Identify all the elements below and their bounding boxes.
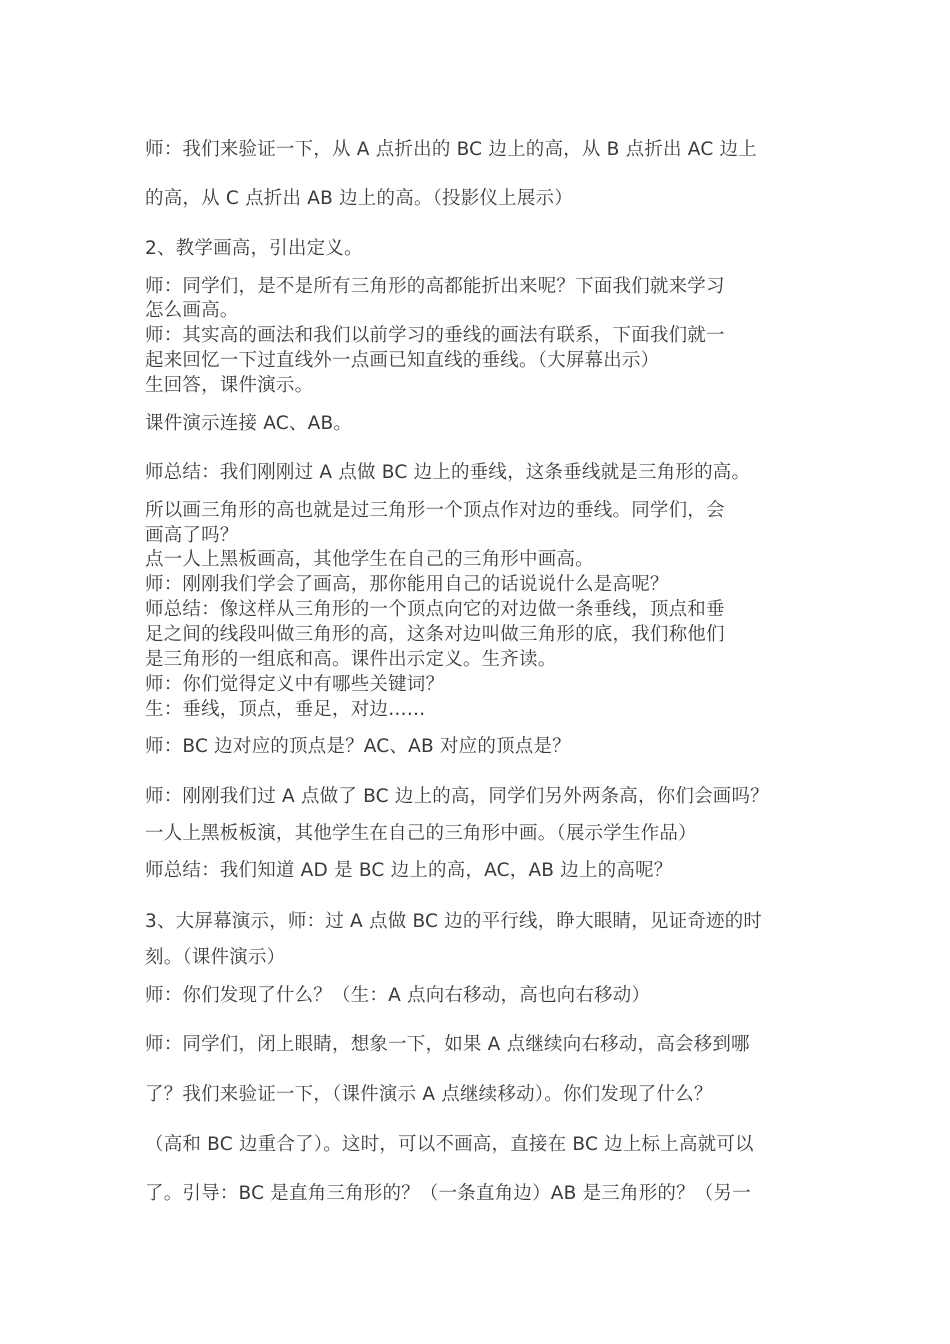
text-line-27: 师：同学们，闭上眼睛，想象一下，如果 A 点继续向右移动，高会移到哪	[145, 1034, 750, 1055]
text-line-2: 的高，从 C 点折出 AB 边上的高。（投影仪上展示）	[145, 188, 573, 209]
text-line-17: 是三角形的一组底和高。课件出示定义。生齐读。	[145, 649, 557, 670]
text-line-20: 师：BC 边对应的顶点是？AC、AB 对应的顶点是？	[145, 736, 571, 757]
text-line-26: 师：你们发现了什么？（生：A 点向右移动，高也向右移动）	[145, 985, 651, 1006]
text-line-3: 2、教学画高，引出定义。	[145, 238, 363, 259]
text-line-21: 师：刚刚我们过 A 点做了 BC 边上的高，同学们另外两条高，你们会画吗？	[145, 786, 769, 807]
text-line-19: 生：垂线，顶点，垂足，对边……	[145, 699, 426, 720]
text-line-18: 师：你们觉得定义中有哪些关键词？	[145, 674, 445, 695]
text-line-11: 所以画三角形的高也就是过三角形一个顶点作对边的垂线。同学们，会	[145, 500, 725, 521]
text-line-5: 怎么画高。	[145, 300, 239, 321]
text-line-10: 师总结：我们刚刚过 A 点做 BC 边上的垂线，这条垂线就是三角形的高。	[145, 462, 751, 483]
text-line-13: 点一人上黑板画高，其他学生在自己的三角形中画高。	[145, 549, 594, 570]
text-line-9: 课件演示连接 AC、AB。	[145, 413, 353, 434]
text-line-24: 3、大屏幕演示，师：过 A 点做 BC 边的平行线，睁大眼睛，见证奇迹的时	[145, 911, 763, 932]
text-line-15: 师总结：像这样从三角形的一个顶点向它的对边做一条垂线，顶点和垂	[145, 599, 725, 620]
text-line-6: 师：其实高的画法和我们以前学习的垂线的画法有联系，下面我们就一	[145, 325, 725, 346]
text-line-12: 画高了吗？	[145, 525, 239, 546]
text-line-29: （高和 BC 边重合了）。这时，可以不画高，直接在 BC 边上标上高就可以	[145, 1134, 754, 1155]
text-line-16: 足之间的线段叫做三角形的高，这条对边叫做三角形的底，我们称他们	[145, 624, 725, 645]
text-line-1: 师：我们来验证一下，从 A 点折出的 BC 边上的高，从 B 点折出 AC 边上	[145, 139, 757, 160]
text-line-14: 师：刚刚我们学会了画高，那你能用自己的话说说什么是高呢？	[145, 574, 669, 595]
text-line-4: 师：同学们，是不是所有三角形的高都能折出来呢？下面我们就来学习	[145, 276, 725, 297]
text-line-25: 刻。（课件演示）	[145, 947, 286, 968]
text-line-23: 师总结：我们知道 AD 是 BC 边上的高，AC，AB 边上的高呢？	[145, 860, 673, 881]
text-line-7: 起来回忆一下过直线外一点画已知直线的垂线。（大屏幕出示）	[145, 350, 660, 371]
text-line-8: 生回答，课件演示。	[145, 375, 314, 396]
text-line-30: 了。引导：BC 是直角三角形的？（一条直角边）AB 是三角形的？（另一	[145, 1183, 751, 1204]
text-line-22: 一人上黑板板演，其他学生在自己的三角形中画。（展示学生作品）	[145, 823, 697, 844]
text-line-28: 了？我们来验证一下，（课件演示 A 点继续移动）。你们发现了什么？	[145, 1084, 713, 1105]
